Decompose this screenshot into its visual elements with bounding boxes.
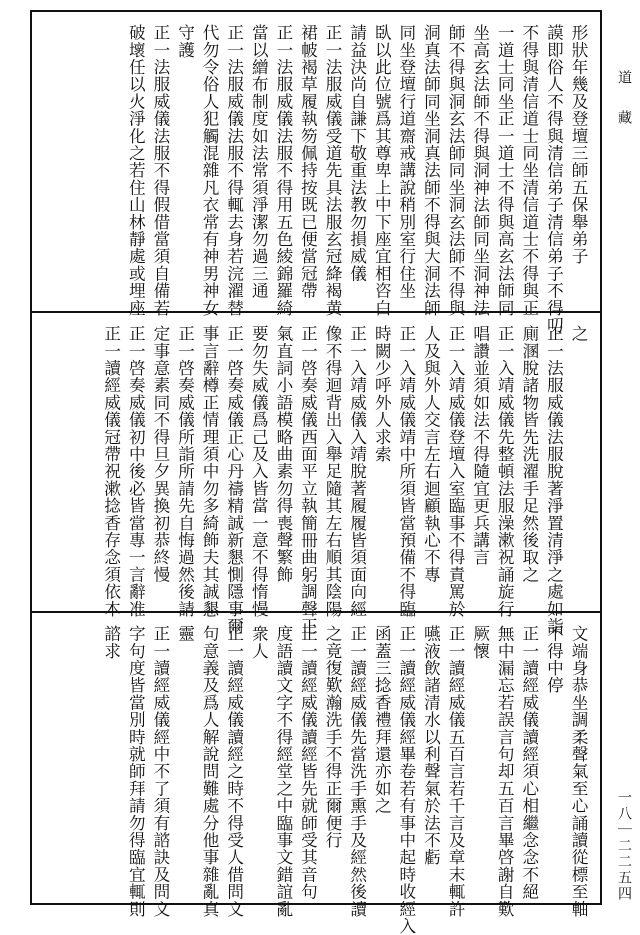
text-column: 當以繒布制度如法常須淨潔勿過三通 [249, 24, 269, 300]
text-column: 裙帔褐草履執笏佩持按既已便當冠帶 [298, 24, 318, 300]
text-column: 正一入靖威儀先整頓法服澡漱祝誦旋行 [495, 325, 515, 618]
text-column: 諮求 [101, 625, 121, 660]
text-column: 臥以此位號爲其尊卑上中下座宜相咨白 [372, 24, 392, 317]
text-column: 函蓋三捻香禮拜還亦如之 [372, 625, 392, 815]
text-column: 正一讀經威儀經中不了須有諮訣及問文 [150, 625, 170, 918]
text-column: 度語讀文字不得經堂之中臨事文錯誼亂 [273, 625, 293, 918]
column-group [99, 625, 590, 935]
text-column: 一道士同坐正一道士不得與高玄法師同 [495, 24, 515, 317]
text-column: 靈 [175, 625, 195, 643]
text-column: 字句度皆當別時就師拜請勿得臨宜輒則 [126, 625, 146, 918]
text-column: 正一入靖威儀登壇入室臨事不得責罵於 [446, 325, 466, 618]
text-column: 正一法服威儀法服不得用五色綾錦羅綺 [273, 24, 293, 317]
text-column: 正一啓奏威儀西面平立執簡冊曲躬調聲正 [298, 325, 318, 635]
text-panel-bottom [32, 611, 600, 935]
text-column: 正一入靖威儀靖中所須皆當預備不得臨 [396, 325, 416, 618]
text-column: 正一法服威儀法服不得輒去身若浣濯替 [224, 24, 244, 317]
text-panel-middle [32, 311, 600, 635]
column-group [124, 24, 590, 334]
text-column: 師不得與洞玄法師同坐洞玄法師不得與 [446, 24, 466, 317]
text-column: 時闕少呼外人求索 [372, 325, 392, 463]
text-column: 正一入靖威儀入靖脫著履履皆須面向經 [347, 325, 367, 618]
text-column: 正一讀經威儀讀經之時不得受人借問文 [224, 625, 244, 918]
text-column: 嚥液飲諸清水以利聲氣於法不虧 [421, 625, 441, 866]
text-column: 同坐登壇行道齋戒講說稍別室行住坐 [396, 24, 416, 300]
text-column: 謨即俗人不得與清信弟子清信弟子不得叨 [544, 24, 564, 334]
text-column: 洞真法師同坐洞真法師不得與大洞法師 [421, 24, 441, 317]
text-column: 正一法服威儀法服不得假借當須自備若 [150, 24, 170, 317]
text-column: 氣直詞小語模略曲素勿得喪聲繁飾 [273, 325, 293, 583]
text-column: 正一讀經威儀讀經皆先就師受其音句 [298, 625, 318, 901]
column-group [99, 325, 590, 635]
page-number: 一八｜二二五四 [616, 790, 632, 902]
text-column: 正一讀經威儀先當洗手熏手及經然後讀 [347, 625, 367, 918]
text-column: 代勿令俗人犯觸混雜凡衣常有神男神女 [200, 24, 220, 317]
text-column: 正一啓奏威儀初中後必皆當專一言辭准 [126, 325, 146, 618]
text-column: 句意義及爲人解說問難處分他事雜亂真 [200, 625, 220, 918]
text-panel-top [32, 12, 600, 334]
text-column: 守護 [175, 24, 195, 59]
text-column: 事言辭樽正情理須中勿多綺飾夫其誠懇 [200, 325, 220, 618]
text-column: 不得中停 [544, 625, 564, 694]
text-column: 正一法服威儀受道先具法服玄冠絳褐黄 [323, 24, 343, 317]
text-column: 正一讀經威儀經畢卷若有事中起時收經入 [396, 625, 416, 935]
text-column: 文端身恭坐調柔聲氣至心誦讀從標至軸 [569, 625, 588, 918]
text-column: 像不得迴背出入舉足隨其左右順其陰陽 [323, 325, 343, 618]
text-column: 厥懷 [470, 625, 490, 660]
text-column: 正一讀經威儀五百言若千言及章末輒許 [446, 625, 466, 918]
text-column: 請益決尚自謙下敬重法教勿損威儀 [347, 24, 367, 282]
text-column: 人及與外人交言左右迴顧執心不專 [421, 325, 441, 583]
text-column: 正一讀經威儀冠帶祝漱捻香存念須依本 [101, 325, 121, 618]
text-column: 之竟復歎瀚洗手不得正爾便行 [323, 625, 343, 849]
text-column: 正一法服威儀法服脫著淨置清淨之處如詣 [544, 325, 564, 635]
text-column: 衆人 [249, 625, 269, 660]
text-column: 之 [569, 325, 588, 343]
text-column: 正一啓奏威儀所詣所請先自悔過然後請 [175, 325, 195, 618]
text-column: 無中漏忘若誤言句却五百言畢啓謝自歎 [495, 625, 515, 918]
text-column: 廁溷脫諸物皆先洗濯手足然後取之 [519, 325, 539, 583]
text-column: 不得與清信道士同坐清信道士不得與正 [519, 24, 539, 317]
page-frame [30, 10, 602, 935]
text-column: 破壞任以火淨化之若住山林靜處或埋座 [126, 24, 146, 317]
text-column: 定事意素同不得旦夕異換初恭終慢 [150, 325, 170, 583]
text-column: 正一讀經威儀讀經須心相繼念念不絕 [519, 625, 539, 901]
text-column: 形狀年幾及登壇三師五保舉弟子 [569, 24, 588, 265]
text-column: 唱讚並須如法不得隨宜更兵講言 [470, 325, 490, 566]
side-title: 道 藏 [616, 70, 632, 130]
text-column: 要勿失威儀爲己及入皆當一意不得惰慢 [249, 325, 269, 618]
text-column: 正一啓奏威儀正心丹禱精誠新懇惻隱事爾 [224, 325, 244, 635]
text-column: 坐高玄法師不得與洞神法師同坐洞神法 [470, 24, 490, 317]
